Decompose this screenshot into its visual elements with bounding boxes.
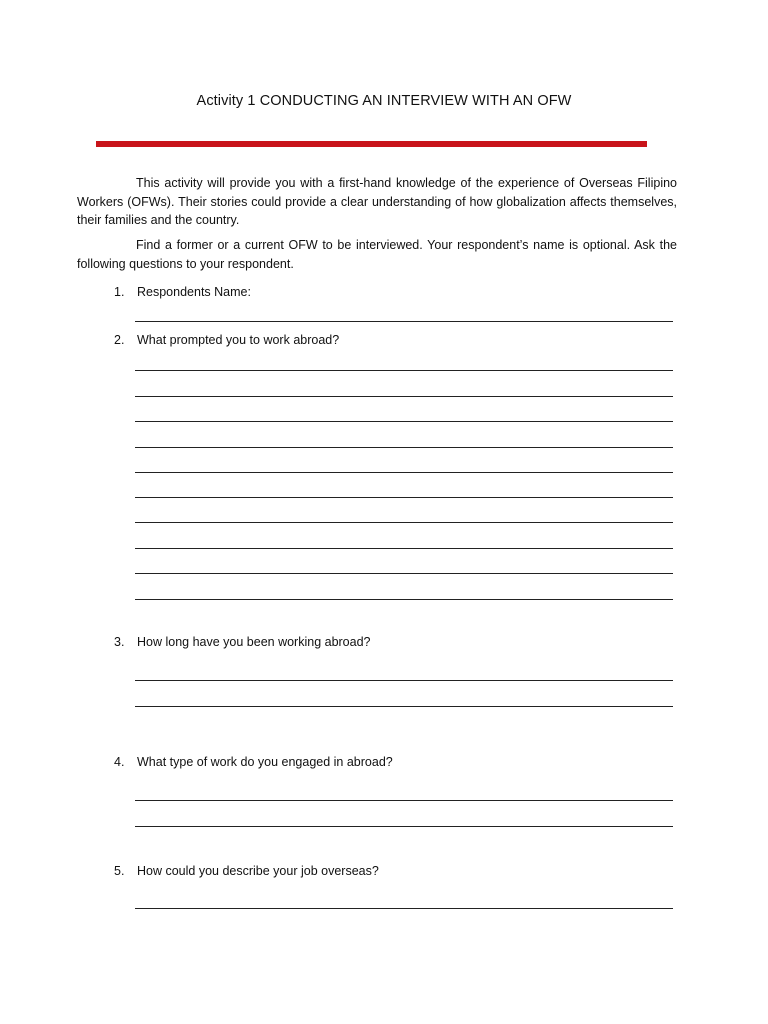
answer-line[interactable] [135, 370, 673, 371]
question-1 [114, 284, 251, 300]
question-3 [114, 634, 371, 650]
question-text: What type of work do you engaged in abroad? [137, 755, 393, 769]
answer-line[interactable] [135, 826, 673, 827]
answer-line[interactable] [135, 680, 673, 681]
instructions-paragraph: Find a former or a current OFW to be interviewed. Your respondent’s name is optional. Ask the following questions to your respondent. [77, 238, 677, 271]
question-number: 2. [114, 333, 125, 347]
answer-line[interactable] [135, 706, 673, 707]
answer-line[interactable] [135, 908, 673, 909]
question-text: How could you describe your job overseas? [137, 864, 379, 878]
answer-line[interactable] [135, 321, 673, 322]
answer-line[interactable] [135, 800, 673, 801]
answer-line[interactable] [135, 522, 673, 523]
answer-line[interactable] [135, 548, 673, 549]
answer-line[interactable] [135, 573, 673, 574]
answer-line[interactable] [135, 472, 673, 473]
question-number: 5. [114, 864, 125, 878]
answer-line[interactable] [135, 497, 673, 498]
page-title: Activity 1 CONDUCTING AN INTERVIEW WITH AN OFW [196, 93, 572, 109]
intro-paragraph: This activity will provide you with a first-hand knowledge of the experience of Overseas Filipino Workers (OFWs). Their stories could provide a clear understanding of how globalization affects themselves, their families and the country. [77, 176, 677, 227]
question-text: What prompted you to work abroad? [137, 333, 340, 347]
question-2 [114, 332, 339, 348]
question-4 [114, 754, 393, 770]
question-number: 4. [114, 755, 125, 769]
answer-line[interactable] [135, 599, 673, 600]
question-text: Respondents Name: [137, 285, 251, 299]
question-5 [114, 863, 379, 879]
title-underline-divider [96, 141, 647, 147]
answer-line[interactable] [135, 447, 673, 448]
question-number: 1. [114, 285, 125, 299]
answer-line[interactable] [135, 421, 673, 422]
answer-line[interactable] [135, 396, 673, 397]
question-text: How long have you been working abroad? [137, 635, 371, 649]
question-number: 3. [114, 635, 125, 649]
